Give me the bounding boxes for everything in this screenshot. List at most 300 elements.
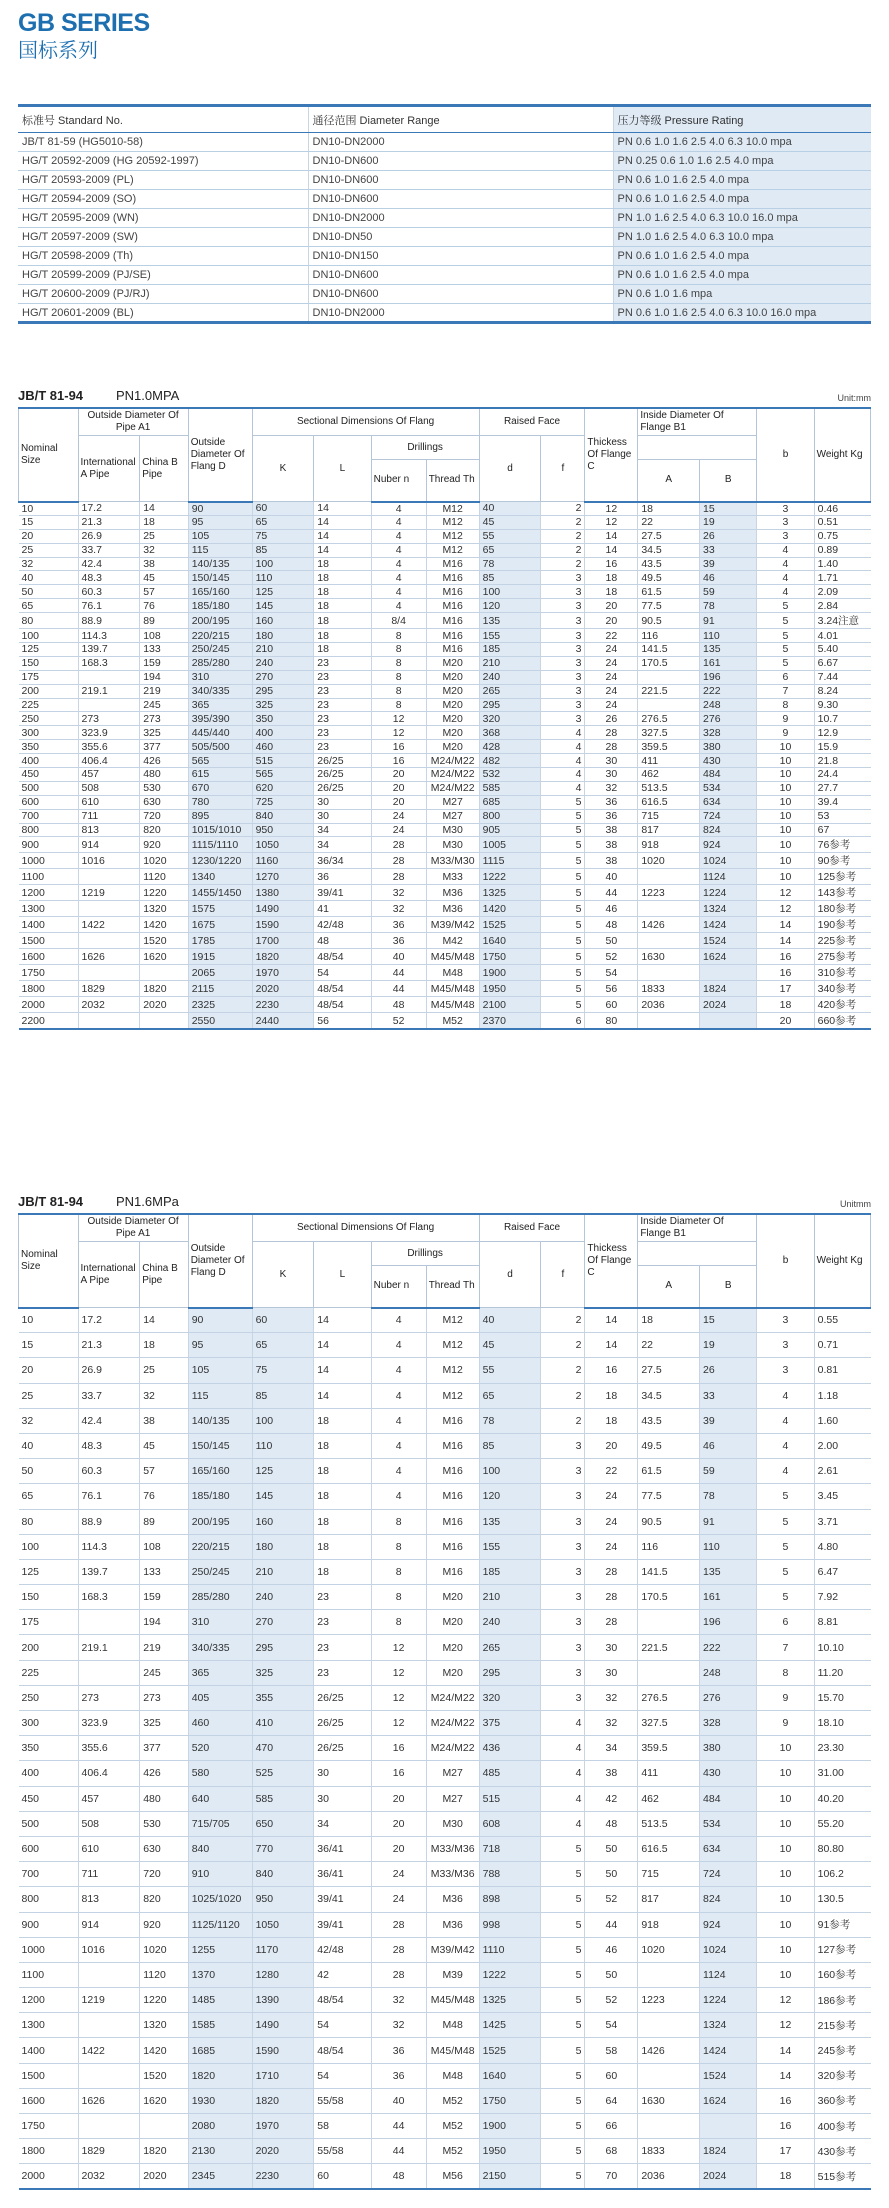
table-cell: 17.2 [78,1308,140,1333]
table-cell: 100 [252,1408,314,1433]
table-cell: 10 [757,1962,814,1987]
table-cell: M20 [426,726,479,740]
table-cell: 16 [757,2114,814,2139]
table-cell: 14 [314,529,371,543]
table-cell: 28 [371,869,426,885]
table-cell: 26.9 [78,529,140,543]
table-cell: 18 [314,1433,371,1458]
table-cell [140,1013,188,1030]
table-cell: 0.51 [814,515,870,529]
table-cell: 12 [757,2013,814,2038]
table-cell: 5 [757,1509,814,1534]
table-cell: 48 [371,2164,426,2189]
table-cell: 1380 [252,885,314,901]
table-cell: 276 [700,712,757,726]
table-row [19,1358,871,1383]
table-cell [638,1962,700,1987]
table-cell: 18 [314,599,371,613]
table-cell: 5 [541,2038,585,2063]
table-cell: 42 [585,1786,638,1811]
table-cell: 11.20 [814,1660,870,1685]
table-cell: 24 [371,1862,426,1887]
table-cell: 24 [585,698,638,712]
table-cell: 5 [541,933,585,949]
table-cell: 914 [78,837,140,853]
table-cell: 46 [585,901,638,917]
table-row [19,2139,871,2164]
table-cell: 89 [140,613,188,629]
table-cell: 720 [140,809,188,823]
table-cell: 210 [252,1559,314,1584]
table-cell: 85 [479,1433,541,1458]
table-cell: 42.4 [78,1408,140,1433]
table-cell: 10 [757,809,814,823]
table-cell: 530 [140,781,188,795]
table-cell: 2.09 [814,585,870,599]
table-cell: 33.7 [78,1383,140,1408]
table-cell: 9.30 [814,698,870,712]
flange-thickness-header: Thickess Of Flange C [585,408,638,502]
table-cell: 1400 [19,917,79,933]
table-cell: 295 [479,1660,541,1685]
table-cell: 515 [252,754,314,768]
table-cell: 44 [585,885,638,901]
standards-table [18,104,871,324]
table-cell: 1490 [252,2013,314,2038]
table-cell [638,2114,700,2139]
table-cell: 36 [371,933,426,949]
table-cell: 56 [585,981,638,997]
table-cell: 5 [541,2063,585,2088]
table-cell: 3 [541,1660,585,1685]
table-cell: 50 [585,933,638,949]
table-cell: 14 [314,1333,371,1358]
table-cell: 616.5 [638,795,700,809]
table-cell: 18 [314,643,371,657]
table-cell: 4 [541,1811,585,1836]
table-cell: 295 [252,1635,314,1660]
table-cell: 28 [371,853,426,869]
table-cell: 380 [700,1736,757,1761]
table-cell: 5 [541,2139,585,2164]
table-cell: 1820 [252,949,314,965]
table-cell: 40 [479,1308,541,1333]
standards-cell: PN 0.6 1.0 1.6 mpa [613,285,871,304]
table-cell: 420参考 [814,997,870,1013]
table-cell: 10 [757,1862,814,1887]
table-cell: 1.40 [814,557,870,571]
table-cell: 54 [314,2063,371,2088]
table-cell: 1400 [19,2038,79,2063]
table-cell: 1015/1010 [188,823,252,837]
table-cell: 2230 [252,997,314,1013]
table-cell: 225 [19,1660,79,1685]
table-cell: 20 [371,768,426,782]
table-cell: 12 [585,515,638,529]
table-cell: M33/M30 [426,853,479,869]
table-cell: 725 [252,795,314,809]
table-cell: 565 [188,754,252,768]
table-cell: 2036 [638,2164,700,2189]
table-cell: 323.9 [78,726,140,740]
table-cell: 273 [140,1685,188,1710]
table-cell: 67 [814,823,870,837]
table-cell: 600 [19,1836,79,1861]
table-cell: 900 [19,1912,79,1937]
table-cell: 920 [140,1912,188,1937]
table-cell: 34.5 [638,543,700,557]
table-cell: 320 [479,1685,541,1710]
table-cell: 1300 [19,2013,79,2038]
table-cell: 120 [479,599,541,613]
table-cell: 215参考 [814,2013,870,2038]
table-cell: 2345 [188,2164,252,2189]
table-row [19,1308,871,1333]
table-cell: 18 [585,1408,638,1433]
table-cell: 26.9 [78,1358,140,1383]
table-cell: 715/705 [188,1811,252,1836]
table-row [19,1660,871,1685]
table-cell: 42/48 [314,1937,371,1962]
table-cell: 12 [757,885,814,901]
table-cell: M12 [426,515,479,529]
table-cell: 4 [757,557,814,571]
table-cell: M39 [426,1962,479,1987]
table-cell: 4 [541,1736,585,1761]
table-cell: 240 [252,1585,314,1610]
table-row [19,1862,871,1887]
table-cell: 185/180 [188,599,252,613]
pn10-dimension-table [18,407,871,1030]
table-cell: 1950 [479,2139,541,2164]
table-cell: 5 [541,853,585,869]
table-cell: 139.7 [78,643,140,657]
table-cell: 640 [188,1786,252,1811]
standards-cell: DN10-DN600 [308,171,613,190]
standards-cell: DN10-DN2000 [308,133,613,152]
table-cell: 4 [371,1308,426,1333]
table-cell: 5 [757,1585,814,1610]
table-cell: 5.40 [814,643,870,657]
table-cell: 76参考 [814,837,870,853]
table-cell: 2024 [700,997,757,1013]
table-cell: 1420 [479,901,541,917]
table-cell: 2 [541,543,585,557]
table-cell: 1420 [140,2038,188,2063]
table-cell: 1600 [19,2088,79,2113]
table-cell: M27 [426,795,479,809]
table-cell: 1900 [479,2114,541,2139]
table-cell: 457 [78,1786,140,1811]
table-cell: 715 [638,1862,700,1887]
table-cell: 585 [252,1786,314,1811]
table-cell: 186参考 [814,1988,870,2013]
table-cell: M16 [426,571,479,585]
table-row [19,2013,871,2038]
table-cell: 1320 [140,901,188,917]
table-cell: 43.5 [638,557,700,571]
table-cell: 48.3 [78,1433,140,1458]
table-cell: 1020 [638,1937,700,1962]
table-cell: 718 [479,1836,541,1861]
table-cell: 16 [371,1736,426,1761]
table-cell: 80.80 [814,1836,870,1861]
table-cell: 400 [252,726,314,740]
table-cell: 8 [757,698,814,712]
nominal-size-header: Nominal Size [19,408,79,502]
table-cell: 1422 [78,917,140,933]
standards-cell: HG/T 20599-2009 (PJ/SE) [18,266,308,285]
table-cell: 75 [252,1358,314,1383]
table-cell: 6 [541,1013,585,1030]
table-row [19,768,871,782]
table-cell: M12 [426,529,479,543]
table-row [19,1811,871,1836]
inside-diameter-header: Inside Diameter Of Flange B1 [638,1214,757,1242]
table-cell: 3 [541,1685,585,1710]
table-cell: 77.5 [638,1484,700,1509]
table-cell: 265 [479,684,541,698]
table-cell: 1160 [252,853,314,869]
table-cell: 36 [585,809,638,823]
table-cell: 5 [541,997,585,1013]
table-cell: M39/M42 [426,917,479,933]
table-cell: 513.5 [638,1811,700,1836]
table-cell: 1624 [700,2088,757,2113]
table-row [19,1459,871,1484]
table-cell: 950 [252,823,314,837]
table-cell: 1685 [188,2038,252,2063]
table-cell: 359.5 [638,740,700,754]
table-cell: M27 [426,809,479,823]
table-cell: 610 [78,795,140,809]
table-cell: 24 [585,1484,638,1509]
standards-cell: PN 1.0 1.6 2.5 4.0 6.3 10.0 mpa [613,228,871,247]
table-cell: 34 [314,837,371,853]
d-header: d [479,436,541,502]
table-cell: 327.5 [638,726,700,740]
table-cell: 1390 [252,1988,314,2013]
page-header [18,8,150,64]
table-cell: 2200 [19,1013,79,1030]
table-cell: 8 [371,1559,426,1584]
table-cell: 18 [314,1559,371,1584]
table-cell: M36 [426,885,479,901]
table-cell: 924 [700,1912,757,1937]
table-cell: 634 [700,1836,757,1861]
table-row [19,1383,871,1408]
table-cell: 3 [541,712,585,726]
table-cell: 1340 [188,869,252,885]
table-cell: M12 [426,1383,479,1408]
table-cell: 185/180 [188,1484,252,1509]
table-cell: 4 [757,543,814,557]
table-cell: 1.71 [814,571,870,585]
table-cell: 8.24 [814,684,870,698]
table-cell: 110 [252,1433,314,1458]
table-cell: 500 [19,781,79,795]
table-cell: 485 [479,1761,541,1786]
table-cell: 273 [78,712,140,726]
table-row [19,726,871,740]
table-cell: 18 [585,571,638,585]
table-cell: 5 [541,823,585,837]
table-cell: 2 [541,529,585,543]
standards-row [18,304,871,323]
table-row [19,656,871,670]
table-row [19,981,871,997]
table-cell: 160参考 [814,1962,870,1987]
table-cell: 820 [140,1887,188,1912]
pn10-section [18,381,871,1030]
table-cell: 5 [541,1836,585,1861]
table-cell: 14 [757,2038,814,2063]
table-row [19,502,871,516]
table-cell: 18 [314,613,371,629]
table-cell: 2550 [188,1013,252,1030]
table-cell: 14 [757,2063,814,2088]
table-cell: 222 [700,1635,757,1660]
table-cell: 31.00 [814,1761,870,1786]
table-cell: 800 [19,823,79,837]
table-cell: 39 [700,557,757,571]
table-cell: 106.2 [814,1862,870,1887]
table-cell: 20 [19,1358,79,1383]
table-cell: 18 [638,1308,700,1333]
table-cell: 10 [19,502,79,516]
table-cell: 20 [371,795,426,809]
table-cell: 219 [140,1635,188,1660]
table-cell: 670 [188,781,252,795]
table-cell: 484 [700,1786,757,1811]
table-cell: 17 [757,981,814,997]
table-cell: 3 [541,1433,585,1458]
table-cell: 36 [314,869,371,885]
table-cell: 34 [585,1736,638,1761]
table-cell: 50 [19,585,79,599]
table-cell: 220/215 [188,1534,252,1559]
table-cell: 1050 [252,837,314,853]
table-row [19,515,871,529]
k-header: K [252,436,314,502]
table-cell: 12 [585,502,638,516]
table-row [19,795,871,809]
table-row [19,543,871,557]
table-cell: 12 [757,1988,814,2013]
table-cell: 23 [314,1660,371,1685]
table-cell: 2.61 [814,1459,870,1484]
table-cell: 1424 [700,917,757,933]
pn16-title-bar [18,1187,871,1213]
pn10-title-bar [18,381,871,407]
table-cell: 105 [188,1358,252,1383]
table-cell: 23 [314,740,371,754]
f-header: f [541,1242,585,1308]
table-cell: 10 [757,853,814,869]
table-cell: 88.9 [78,1509,140,1534]
table-cell: 5 [541,795,585,809]
table-cell: 328 [700,1711,757,1736]
table-cell: 26/25 [314,1736,371,1761]
table-cell: 5 [541,1912,585,1937]
standards-cell: DN10-DN50 [308,228,613,247]
table-cell: 248 [700,698,757,712]
table-cell: 9 [757,712,814,726]
table-row [19,2164,871,2189]
table-cell: 1300 [19,901,79,917]
table-cell: 36 [371,2063,426,2088]
table-cell: 300 [19,1711,79,1736]
table-cell: 39/41 [314,1912,371,1937]
table-cell: 3 [757,1358,814,1383]
table-cell: 1000 [19,853,79,869]
table-cell: 5 [541,809,585,823]
table-cell [638,2063,700,2088]
outside-diameter-pipe-header: Outside Diameter Of Pipe A1 [78,408,188,436]
table-cell: 10 [757,1887,814,1912]
table-cell: 100 [19,629,79,643]
table-cell: 70 [585,2164,638,2189]
table-cell: M16 [426,643,479,657]
table-cell: 1750 [19,965,79,981]
table-cell: 16 [757,949,814,965]
table-cell: 462 [638,1786,700,1811]
table-cell: 23 [314,684,371,698]
table-cell: 400 [19,754,79,768]
table-cell: 800 [19,1887,79,1912]
table-row [19,1610,871,1635]
table-cell: 16 [371,754,426,768]
table-cell: 145 [252,1484,314,1509]
table-cell: 5 [541,869,585,885]
table-cell: 12.9 [814,726,870,740]
standards-cell: HG/T 20595-2009 (WN) [18,209,308,228]
table-cell: 45 [140,571,188,585]
table-cell: 10 [757,768,814,782]
table-cell: 30 [585,768,638,782]
table-cell [78,1962,140,1987]
table-cell: 60.3 [78,585,140,599]
table-cell: 616.5 [638,1836,700,1861]
international-pipe-header: International A Pipe [78,436,140,502]
table-cell: 49.5 [638,1433,700,1458]
table-row [19,2063,871,2088]
table-cell: M36 [426,901,479,917]
table-cell: 10 [757,1937,814,1962]
table-cell: 450 [19,768,79,782]
table-cell: 2150 [479,2164,541,2189]
table-cell: 24 [371,823,426,837]
table-cell: 44 [371,965,426,981]
table-cell: 720 [140,1862,188,1887]
table-cell: 33 [700,543,757,557]
table-cell: 50 [19,1459,79,1484]
table-cell: 1219 [78,1988,140,2013]
table-cell: 1125/1120 [188,1912,252,1937]
table-cell: 9 [757,1685,814,1710]
table-cell: 813 [78,1887,140,1912]
table-cell: 20 [371,1786,426,1811]
table-cell: 530 [140,1811,188,1836]
table-cell: 1675 [188,917,252,933]
table-cell: 325 [252,1660,314,1685]
table-cell: 45 [479,1333,541,1358]
table-cell: 1100 [19,869,79,885]
table-cell: 28 [371,1912,426,1937]
table-cell: 2000 [19,997,79,1013]
table-row [19,997,871,1013]
table-cell: 16 [757,2088,814,2113]
